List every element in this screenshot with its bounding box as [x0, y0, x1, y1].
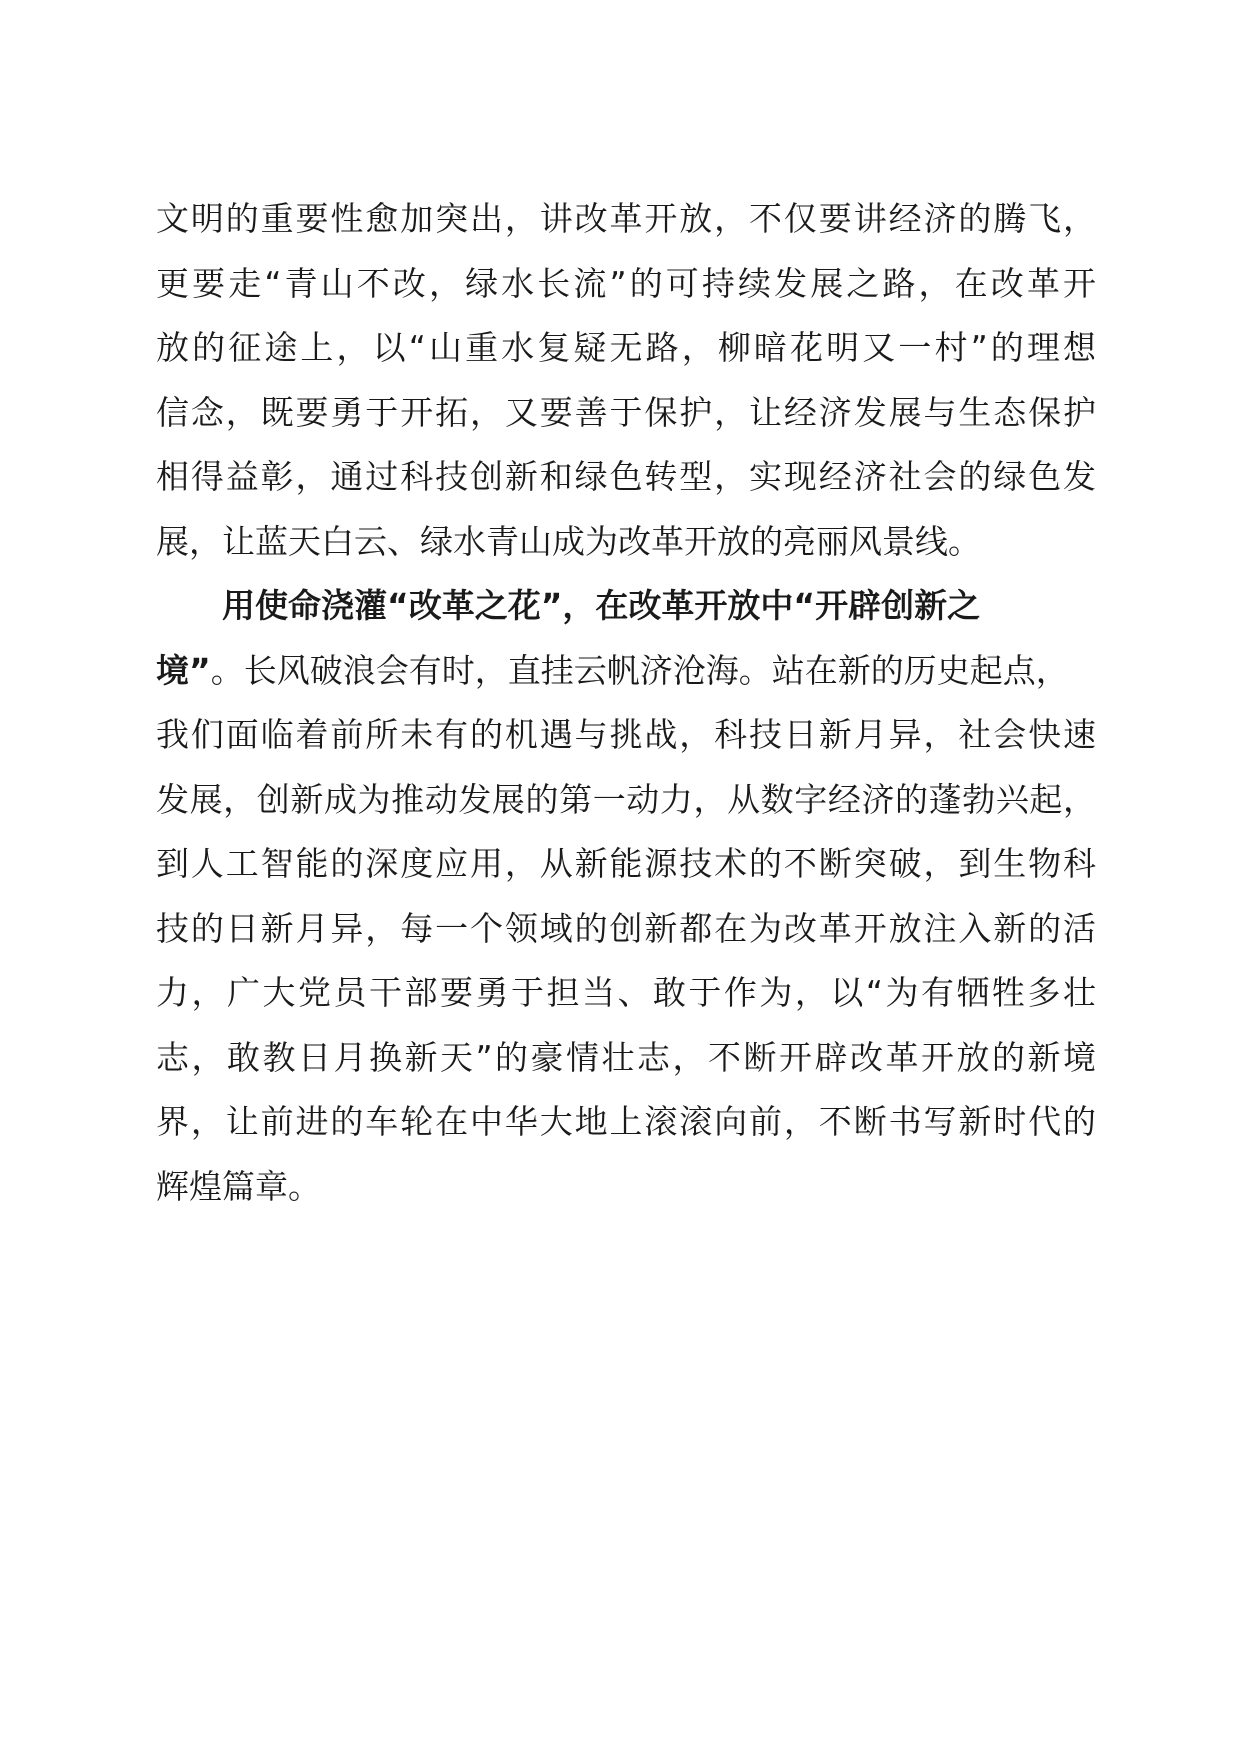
text-line: 更要走“青山不改，绿水长流”的可持续发展之路，在改革开 — [156, 263, 1096, 303]
text-line: 到人工智能的深度应用，从新能源技术的不断突破，到生物科 — [156, 844, 1096, 883]
text-line: 信念，既要勇于开拓，又要善于保护，让经济发展与生态保护 — [156, 392, 1096, 432]
section-heading: 用使命浇灌“改革之花”，在改革开放中“开辟创新之 — [222, 586, 981, 625]
text-line: 辉煌篇章。 — [156, 1166, 321, 1206]
section-heading-end: 境” — [156, 650, 211, 690]
text-line: 发展，创新成为推动发展的第一动力，从数字经济的蓬勃兴起， — [156, 779, 1096, 819]
text-line: 技的日新月异，每一个领域的创新都在为改革开放注入新的活 — [156, 908, 1096, 948]
text-line — [156, 639, 1096, 704]
text-line: 志，敢教日月换新天”的豪情壮志，不断开辟改革开放的新境 — [156, 1037, 1096, 1077]
text-line: 界，让前进的车轮在中华大地上滚滚向前，不断书写新时代的 — [156, 1102, 1096, 1141]
text-segment: 。长风破浪会有时，直挂云帆济沧海。站在新的历史起点， — [210, 650, 1069, 690]
text-line: 放的征途上，以“山重水复疑无路，柳暗花明又一村”的理想 — [156, 328, 1096, 367]
text-line: 我们面临着前所未有的机遇与挑战，科技日新月异，社会快速 — [156, 715, 1096, 754]
text-line: 相得益彰，通过科技创新和绿色转型，实现经济社会的绿色发 — [156, 457, 1096, 496]
text-line: 展，让蓝天白云、绿水青山成为改革开放的亮丽风景线。 — [156, 521, 981, 561]
body-text — [156, 187, 1096, 1219]
paragraph-1 — [156, 187, 1096, 574]
text-line: 文明的重要性愈加突出，讲改革开放，不仅要讲经济的腾飞， — [156, 199, 1096, 238]
text-line: 力，广大党员干部要勇于担当、敢于作为，以“为有牺牲多壮 — [156, 973, 1096, 1012]
paragraph-2 — [156, 574, 1096, 1219]
